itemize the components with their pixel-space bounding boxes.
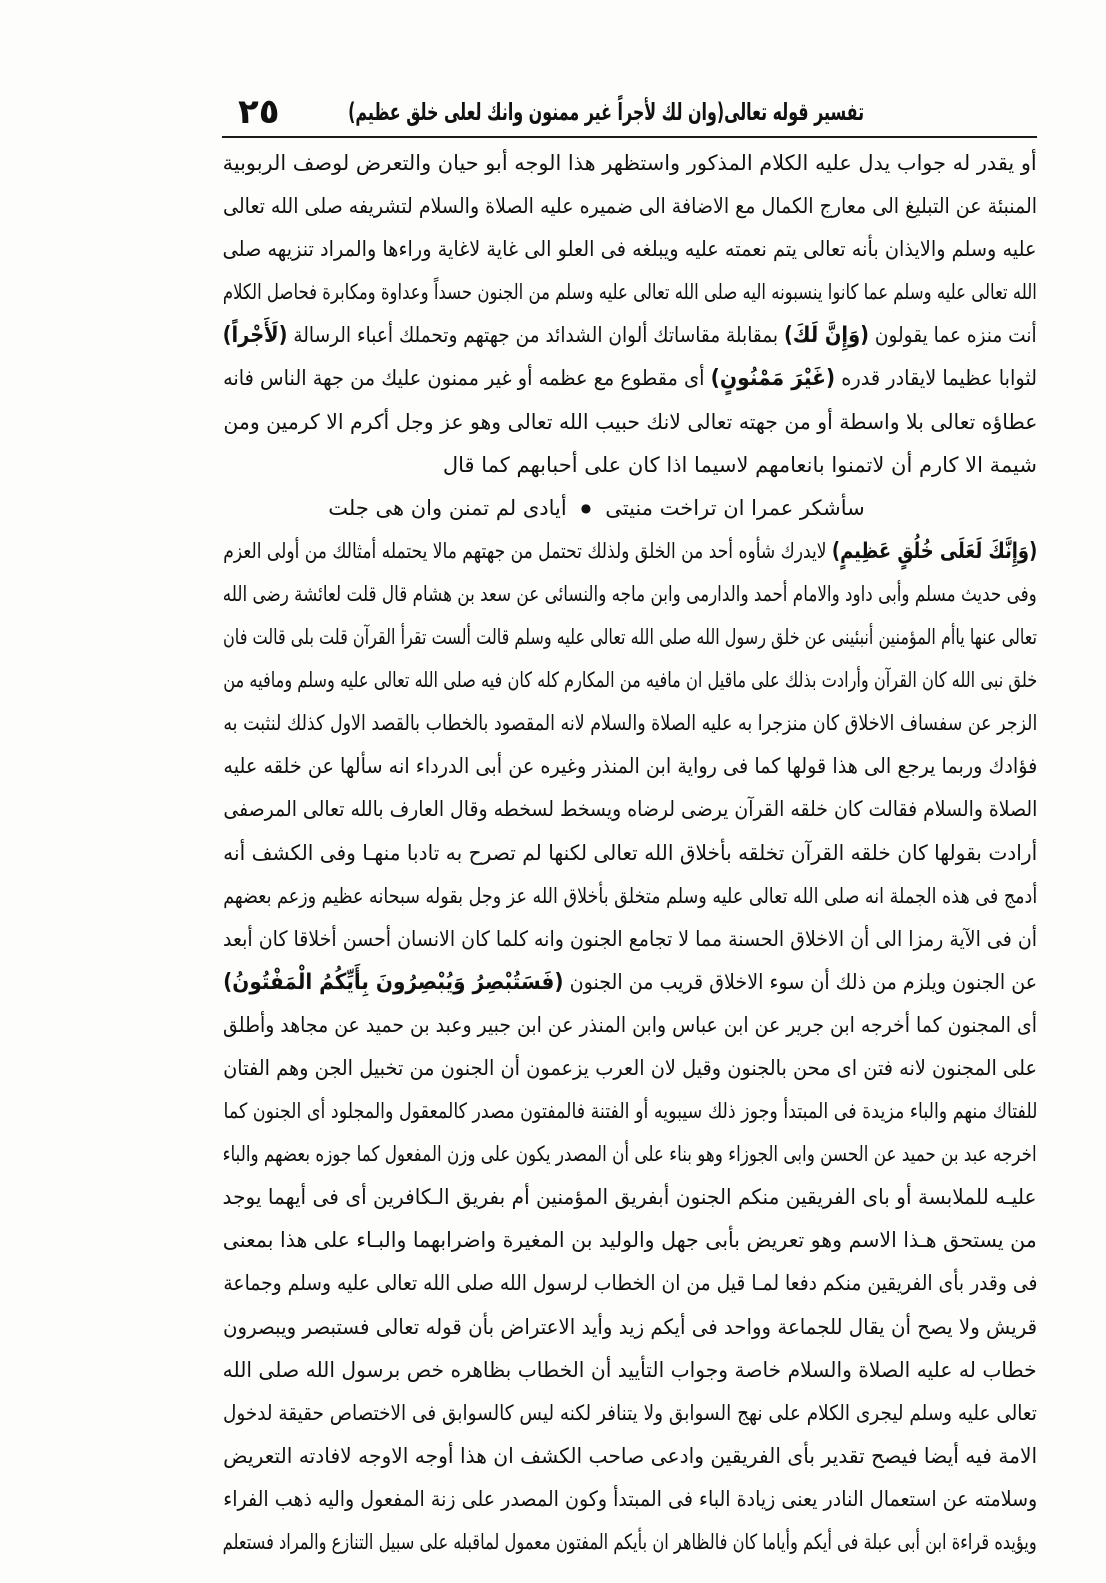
header-title-text: تفسير قوله تعالى(وان لك لأجراً غير ممنون وانك لعلى خلق عظيم) xyxy=(348,98,864,126)
text-line xyxy=(222,875,1037,918)
text-line-content: عليه وسلم والايذان بأنه تعالى يتم نعمته عليه ويبلغه فى العلو الى غاية لاغاية وراءها والمراد تنزيهه صلى xyxy=(223,237,1037,262)
quran-quote: (وَإِنَّ لَكَ) xyxy=(784,323,870,349)
quran-quote: (فَسَتُبْصِرُ وَيُبْصِرُونَ بِأَيِّكُمُ الْمَفْتُونُ) xyxy=(223,969,564,995)
text-line xyxy=(222,1478,1037,1521)
text-line xyxy=(222,357,1037,400)
quran-quote: (لَأَجْراً) xyxy=(222,323,288,349)
text-line-content: وفى حديث مسلم وأبى داود والامام أحمد والدارمى وابن ماجه والنسائى عن سعد بن هشام قال قلت لعائشة رضى الله xyxy=(222,581,1037,606)
text-line-content: أدمج فى هذه الجملة انه صلى الله تعالى عليه وسلم متخلق بأخلاق الله عز وجل بقوله سبحانه عظيم وزعم بعضهم xyxy=(222,883,1037,908)
text-line xyxy=(222,918,1037,961)
text-line xyxy=(222,573,1037,616)
commentary-text: عن الجنون ويلزم من ذلك أن سوء الاخلاق قريب من الجنون xyxy=(563,969,1037,994)
text-line-content: للفتاك منهم والباء مزيدة فى المبتدأ وجوز ذلك سيبويه أو الفتنة فالمفتون مصدر كالمعقول والمجلود أى الجنون كما xyxy=(223,1099,1037,1124)
text-line-content: على المجنون لانه فتن اى محن بالجنون وقيل لان العرب يزعمون أن الجنون من تخبيل الجن وهم الفتان xyxy=(222,1055,1037,1080)
text-line xyxy=(222,702,1037,745)
text-line xyxy=(222,1004,1037,1047)
poem-hemistich-second: أيادى لم تمنن وان هى جلت xyxy=(328,495,567,520)
text-line-content xyxy=(223,961,1037,1004)
text-line-content: خطاب له عليه الصلاة والسلام خاصة وجواب التأييد أن الخطاب بظاهره خص برسول الله صلى الله xyxy=(222,1357,1037,1382)
commentary-text: لثوابا عظيما لايقادر قدره xyxy=(835,366,1037,391)
text-line-content: قريش ولا يصح أن يقال للجماعة وواحد فى أيكم زيد وأيد الاعتراض بأن قوله تعالى فستبصر ويبصرون xyxy=(222,1314,1037,1339)
text-line xyxy=(222,659,1037,702)
text-line-content: تعالى عليه وسلم ليجرى الكلام على نهج السوابق ولا يتنافر لكنه ليس كالسوابق فى الاختصاص حقيقة لدخول xyxy=(223,1400,1037,1425)
text-body xyxy=(222,142,1037,1564)
text-line-content: عليـه للملابسة أو باى الفريقين منكم الجنون أبفريق المؤمنين أم بفريق الـكافرين أى فى أيهما يوجد xyxy=(222,1185,1037,1210)
text-line-content: وسلامته عن استعمال النادر يعنى زيادة الباء فى المبتدأ وكون المصدر على زنة المفعول واليه ذهب الفراء xyxy=(223,1486,1037,1511)
text-line xyxy=(222,616,1037,659)
text-line xyxy=(222,961,1037,1004)
text-line-content: أرادت بقولها كان خلقه القرآن تخلقه بأخلاق الله تعالى لكنها لم تصرح به تادبا منهـا وفى الكشف أنه xyxy=(222,840,1037,865)
text-line xyxy=(222,1133,1037,1176)
text-line xyxy=(222,1392,1037,1435)
text-line-content: شيمة الا كارم أن لاتمنوا بانعامهم لاسيما اذا كان على أحبابهم كما قال xyxy=(442,452,1037,477)
text-line xyxy=(222,1090,1037,1133)
page-number: ٢٥ xyxy=(238,92,280,132)
text-line-content xyxy=(223,314,1037,357)
header-title xyxy=(347,88,864,136)
text-line-content: أو يقدر له جواب يدل عليه الكلام المذكور واستظهر هذا الوجه أبو حيان والتعرض لوصف الربوبية xyxy=(222,151,1037,175)
quran-quote: (وَإِنَّكَ لَعَلَى خُلُقٍ عَظِيمٍ) xyxy=(831,538,1037,564)
text-line xyxy=(222,745,1037,788)
text-line xyxy=(222,1047,1037,1090)
text-line-content: اخرجه عبد بن حميد عن الحسن وابى الجوزاء وهو بناء على أن المصدر يكون على وزن المفعول كما جوزه بعضهم والباء xyxy=(222,1142,1037,1167)
text-line-content: الصلاة والسلام فقالت كان خلقه القرآن يرضى لرضاه ويسخط لسخطه وقال العارف بالله تعالى المرصفى xyxy=(222,797,1037,822)
text-line xyxy=(222,1349,1037,1392)
text-line-content: من يستحق هـذا الاسم وهو تعريض بأبى جهل والوليد بن المغيرة واضرابهما والبـاء على هذا بمعنى xyxy=(223,1228,1037,1253)
commentary-text: بمقابلة مقاساتك ألوان الشدائد من جهتهم وتحملك أعباء الرسالة xyxy=(287,323,785,348)
text-line xyxy=(222,1435,1037,1478)
text-line xyxy=(222,1262,1037,1305)
text-line-paragraph-end xyxy=(222,444,1037,487)
text-line-content: خلق نبى الله كان القرآن وأرادت بذلك على ماقيل ان مافيه من المكارم كله كان فيه صلى الله تعالى عليه وسلم ومافيه من xyxy=(222,668,1037,693)
running-header xyxy=(222,88,1037,138)
text-line-content: تعالى عنها ياأم المؤمنين أنبئينى عن خلق رسول الله صلى الله تعالى عليه وسلم قالت ألست تقرأ القرآن قلت بلى قالت فان xyxy=(223,625,1037,650)
text-line xyxy=(222,271,1037,314)
text-line xyxy=(222,228,1037,271)
text-line xyxy=(222,1219,1037,1262)
text-line-content: فى وقدر بأى الفريقين منكم دفعا لمـا قيل من ان الخطاب لرسول الله صلى الله تعالى عليه وسلم وجماعة xyxy=(222,1271,1037,1296)
text-line xyxy=(222,1521,1037,1564)
text-line-content: المنبئة عن التبليغ الى معارج الكمال مع الاضافة الى ضميره عليه الصلاة والسلام لتشريفه صلى الله تعالى xyxy=(222,194,1037,219)
text-line xyxy=(222,530,1037,573)
text-line xyxy=(222,401,1037,444)
quran-quote: (غَيْرَ مَمْنُونٍ) xyxy=(710,366,836,392)
poem-hemistich-first: سأشكر عمرا ان تراخت منيتى xyxy=(605,495,865,520)
text-line xyxy=(222,788,1037,831)
text-line xyxy=(222,142,1037,185)
commentary-text: أنت منزه عما يقولون xyxy=(869,323,1037,348)
text-line-content: فؤادك وربما يرجع الى هذا قولها كما فى رواية ابن المنذر وغيره عن أبى الدرداء انه سألها عن خلقه عليه xyxy=(223,754,1037,779)
text-line-content: أى المجنون كما أخرجه ابن جرير عن ابن عباس وابن المنذر عن ابن جبير وعبد بن حميد عن مجاهد وأطلق xyxy=(222,1012,1037,1037)
text-line xyxy=(222,185,1037,228)
text-line xyxy=(222,314,1037,357)
text-line-content: أن فى الآية رمزا الى أن الاخلاق الحسنة مما لا تجامع الجنون وانه كلما كان الانسان أحسن أخلاقا كان أبعد xyxy=(223,926,1037,951)
text-line-content: عطاؤه تعالى بلا واسطة أو من جهته تعالى لانك حبيب الله تعالى وهو عز وجل أكرم الا كرمين ومن xyxy=(223,409,1037,434)
text-line xyxy=(222,1176,1037,1219)
text-line-content: الله تعالى عليه وسلم عما كانوا ينسبونه اليه صلى الله تعالى عليه وسلم من الجنون حسداً وعداوة ومكابرة فحاصل الكلام xyxy=(222,280,1037,305)
poem-verse xyxy=(222,487,1037,530)
text-line xyxy=(222,1306,1037,1349)
verse-separator-icon: ● xyxy=(580,501,592,516)
text-line-content xyxy=(223,357,1037,400)
text-line-content xyxy=(223,530,1037,573)
text-line-content: ويؤيده قراءة ابن أبى عبلة فى أيكم وأياما كان فالظاهر ان بأيكم المفتون معمول لماقبله على سبيل التنازع والمراد فستعلم xyxy=(223,1530,1037,1554)
text-line-content: الزجر عن سفساف الاخلاق كان منزجرا به عليه الصلاة والسلام لانه المقصود بالخطاب بالقصد الاول كذلك لنثبت به xyxy=(222,711,1037,736)
text-line xyxy=(222,832,1037,875)
commentary-text: أى مقطوع مع عظمه أو غير ممنون عليك من جهة الناس فانه xyxy=(222,366,711,391)
commentary-text: لايدرك شأوه أحد من الخلق ولذلك تحتمل من جهتهم مالا يحتمله أمثالك من أولى العزم xyxy=(222,538,832,563)
text-line-content: الامة فيه أيضا فيصح تقدير بأى الفريقين وادعى صاحب الكشف ان هذا أوجه الاوجه لافادته التعريض xyxy=(223,1443,1037,1468)
